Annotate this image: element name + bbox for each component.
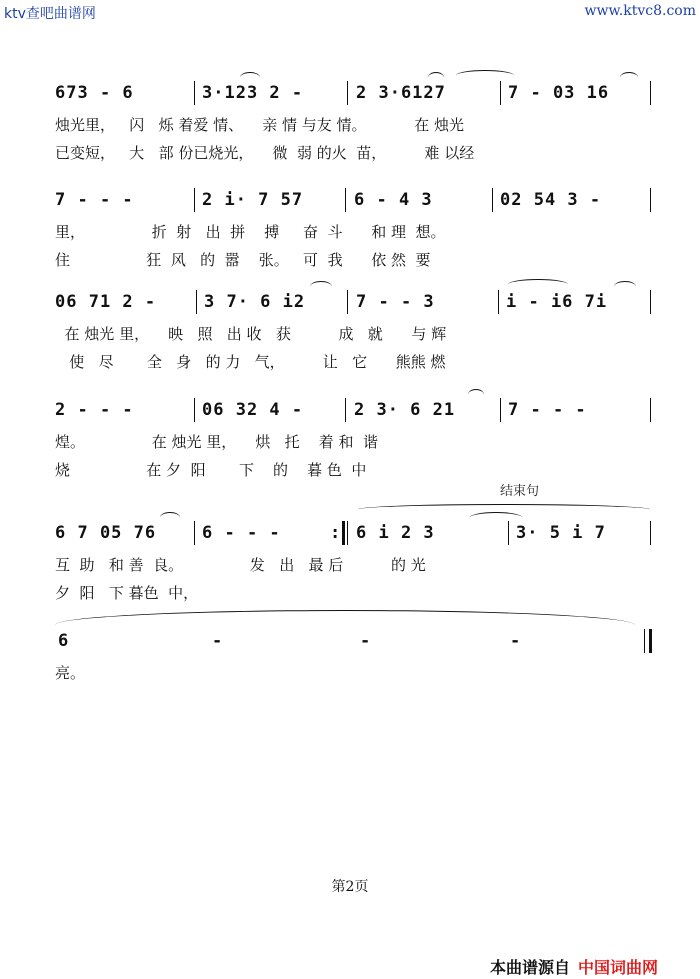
repeat-dots: :: [330, 523, 342, 543]
measure: 6 i 2 3: [356, 523, 435, 543]
measure: 3 7· 6 i2: [204, 292, 306, 312]
measure: 3· 5 i 7: [516, 523, 606, 543]
measure: -: [510, 631, 522, 651]
measure: i - i6 7i: [506, 292, 608, 312]
source-credit: [490, 955, 658, 978]
score-system-3: [0, 287, 700, 371]
measure: 6: [58, 631, 70, 651]
measure: 7 - - -: [55, 190, 134, 210]
measure: 673 - 6: [55, 83, 134, 103]
score-system-5: [0, 484, 700, 602]
measure: 2 3·6127: [356, 83, 446, 103]
measure: 6 - - -: [202, 523, 281, 543]
lyric-verse-1: 互 助 和 善 良。 发 出 最 后 的 光: [55, 556, 426, 574]
staff-line: [0, 626, 700, 656]
lyric-verse-1: 烛光里， 闪 烁 着爱 情、 亲 情 与友 情。 在 烛光: [55, 116, 464, 134]
measure: 2 3· 6 21: [354, 400, 456, 420]
measure: 2 - - -: [55, 400, 134, 420]
lyric-verse-2: 烧 在 夕 阳 下 的 暮 色 中: [55, 461, 367, 479]
site-watermark-right: www.ktvc8.com: [584, 3, 696, 19]
score-system-4: [0, 395, 700, 479]
source-label: 本曲谱源自: [490, 958, 571, 977]
lyric-verse-2: 已变短， 大 部 份已烧光， 微 弱 的火 苗， 难 以经: [55, 144, 475, 162]
lyric-verse-1: 里， 折 射 出 拼 搏 奋 斗 和 理 想。: [55, 223, 446, 241]
slur-curve: [55, 610, 635, 625]
ending-phrase-annotation: 结束句: [500, 484, 540, 499]
staff-line: [0, 518, 700, 548]
lyric-verse-1: 煌。 在 烛光 里， 烘 托 着 和 谐: [55, 433, 379, 451]
lyric-verse-1: 亮。: [55, 664, 86, 682]
score-system-2: [0, 185, 700, 269]
measure: -: [212, 631, 224, 651]
measure: 3·123 2 -: [202, 83, 304, 103]
measure: 06 71 2 -: [55, 292, 157, 312]
measure: 06 32 4 -: [202, 400, 304, 420]
measure: 7 - - -: [508, 400, 587, 420]
staff-line: [0, 78, 700, 108]
staff-line: [0, 395, 700, 425]
measure: 6 - 4 3: [354, 190, 433, 210]
lyric-verse-2: 住 狂 风 的 嚣 张。 可 我 依 然 要: [55, 251, 431, 269]
measure: 02 54 3 -: [500, 190, 602, 210]
staff-line: [0, 185, 700, 215]
measure: 7 - 03 16: [508, 83, 610, 103]
lyric-verse-1: 在 烛光 里， 映 照 出 收 获 成 就 与 辉: [55, 325, 447, 343]
staff-line: [0, 287, 700, 317]
page-number: 第2页: [331, 879, 369, 895]
site-watermark-left: ktv查吧曲谱网: [4, 6, 96, 22]
source-brand-link[interactable]: 中国词曲网: [578, 958, 659, 977]
measure: 2 i· 7 57: [202, 190, 304, 210]
lyric-verse-2: 使 尽 全 身 的 力 气， 让 它 熊熊 燃: [55, 353, 446, 371]
score-system-6: [0, 626, 700, 682]
measure: 7 - - 3: [356, 292, 435, 312]
lyric-verse-2: 夕 阳 下 暮色 中，: [55, 584, 199, 602]
measure: -: [360, 631, 372, 651]
measure: 6 7 05 76: [55, 523, 157, 543]
score-system-1: [0, 78, 700, 162]
